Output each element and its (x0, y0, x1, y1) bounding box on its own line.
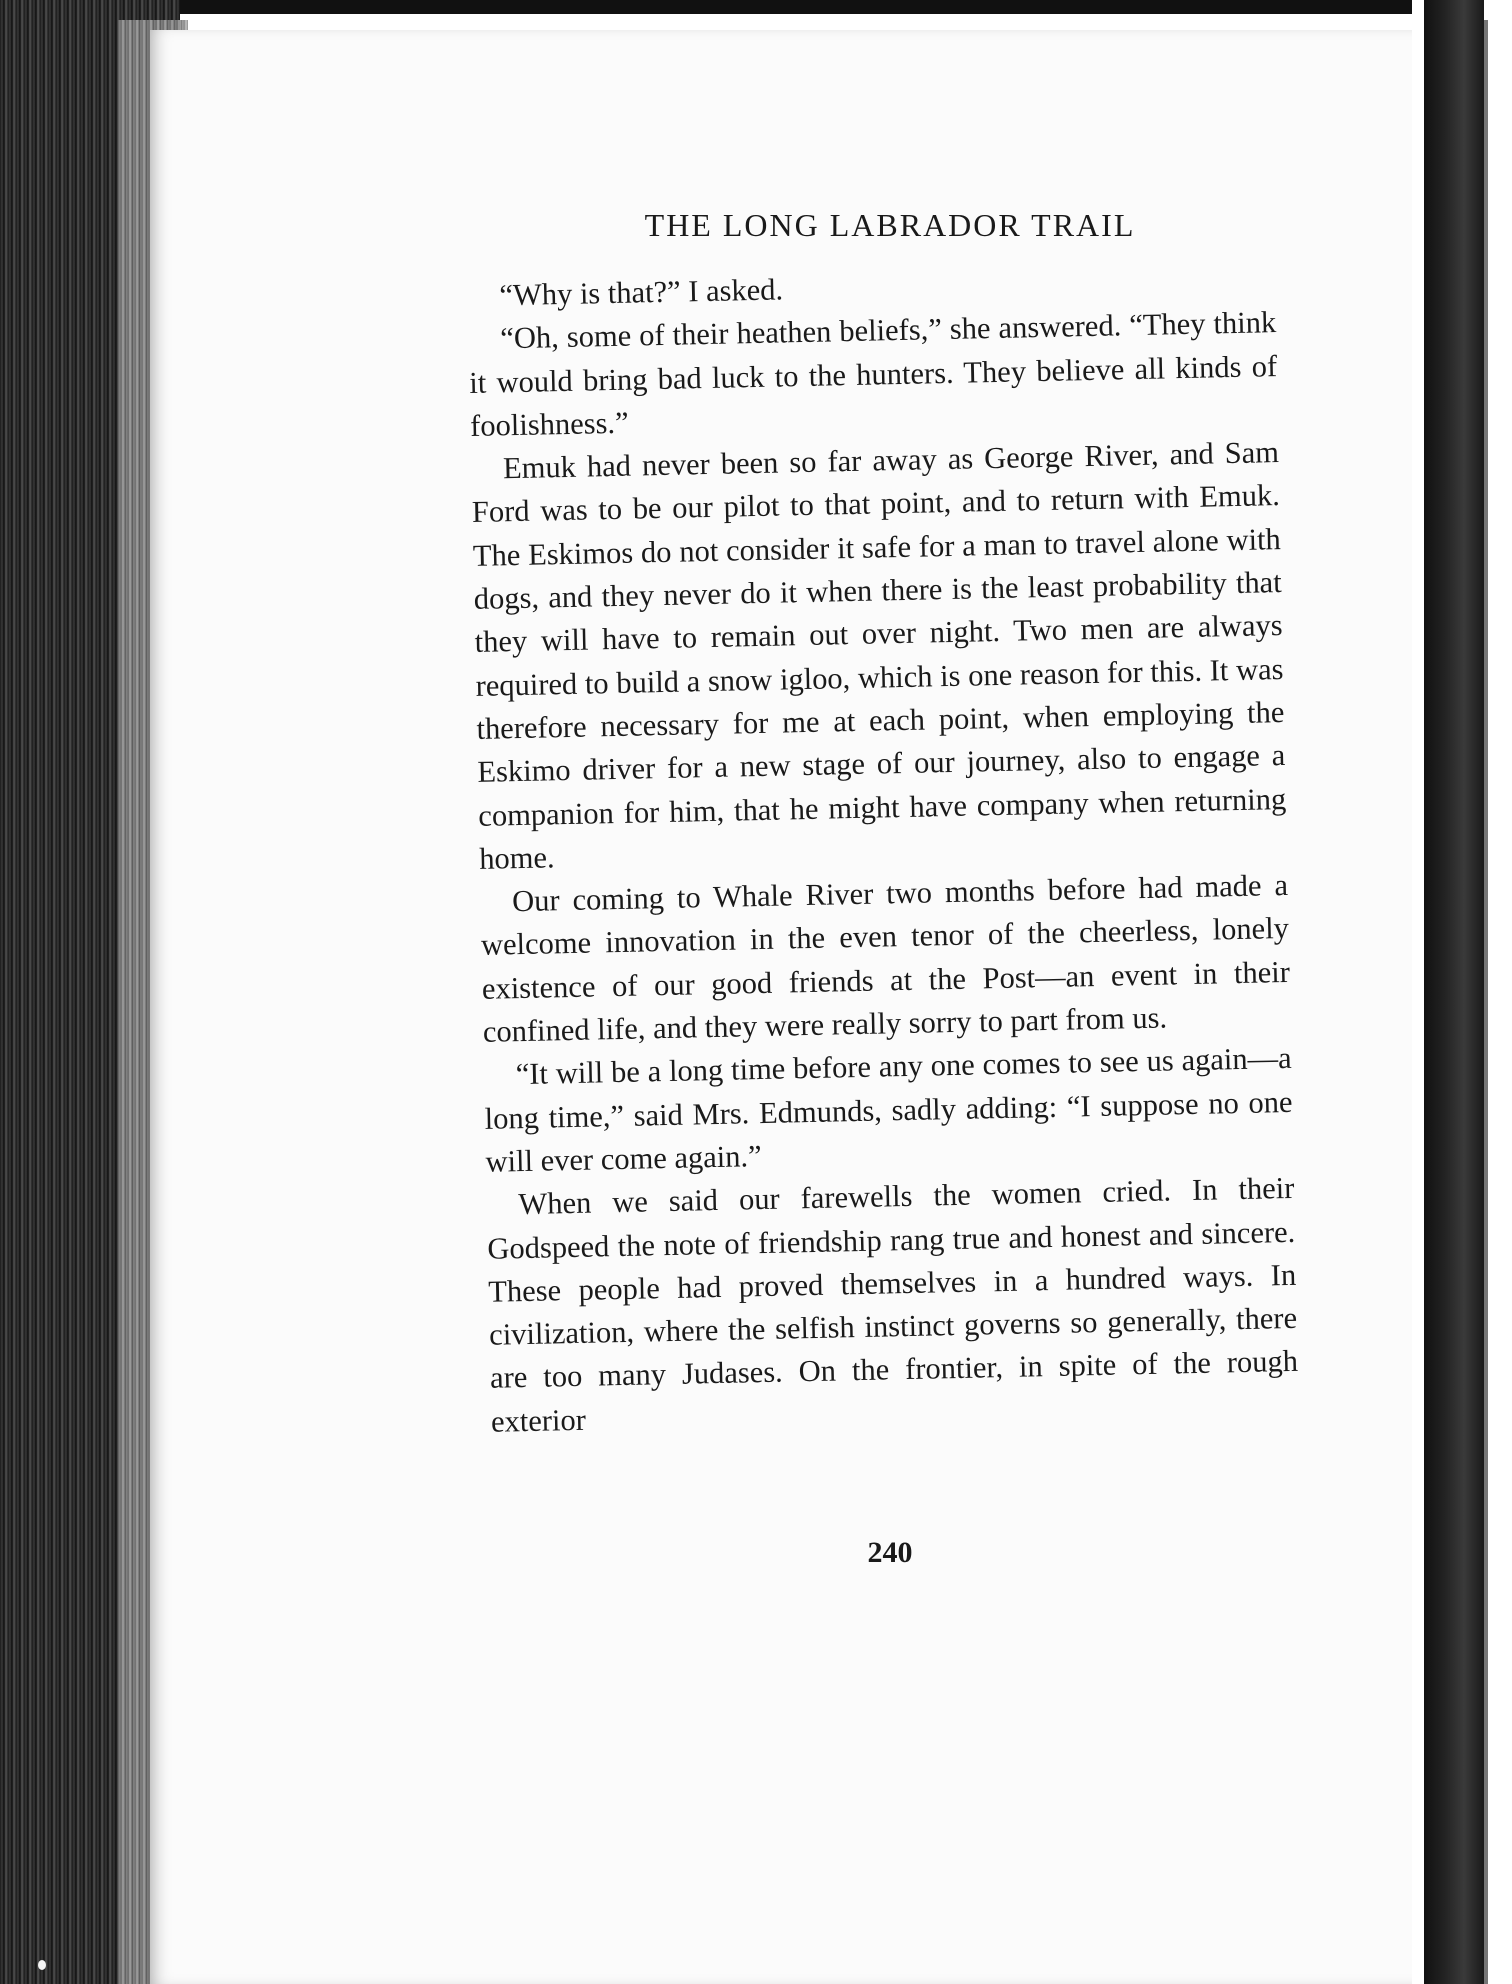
page-number: 240 (867, 1536, 913, 1569)
gutter-strip (1484, 20, 1488, 1984)
paragraph: When we said our farewells the women cried. In their Godspeed the note of friendship rang true and honest and sincere. These people had proved themselves in a hundred ways. In civilization, where the selfish instinct governs so generally, there are too many Judases. On the frontier, in spite of the rough exterior (487, 1171, 1299, 1439)
paragraph: Our coming to Whale River two months before had made a welcome innovation in the even tenor of the cheerless, lonely existence of our good friends at the Post—an event in their confined life, and they were really sorry to part from us. (480, 868, 1291, 1049)
book-gutter-right (1424, 0, 1484, 1984)
paragraph: Emuk had never been so far away as George River, and Sam Ford was to be our pilot to that point, and to return with Emuk. The Eskimos do not consider it safe for a man to travel alone with dogs, and they never do it when there is the least probability that they will have to remain out over night. Two men are always required to build a snow igloo, which is one reason for this. It was therefore necessary for me at each point, when employing the Eskimo driver for a new stage of our journey, also to engage a companion for him, that he might have company when returning home. (471, 435, 1287, 876)
paragraph: “Oh, some of their heathen beliefs,” she answered. “They think it would bring bad luck to the hunters. They believe all kinds of foolishness.” (468, 305, 1278, 443)
scan-speck (38, 1960, 46, 1970)
running-head: THE LONG LABRADOR TRAIL (644, 207, 1136, 243)
paragraph: “Why is that?” I asked. (499, 272, 784, 313)
paragraph: “It will be a long time before any one comes to see us again—a long time,” said Mrs. Edmunds, sadly adding: “I suppose no one will ever come again.” (484, 1041, 1293, 1179)
body-text (467, 258, 1299, 1444)
scan-top-band (0, 0, 1512, 14)
